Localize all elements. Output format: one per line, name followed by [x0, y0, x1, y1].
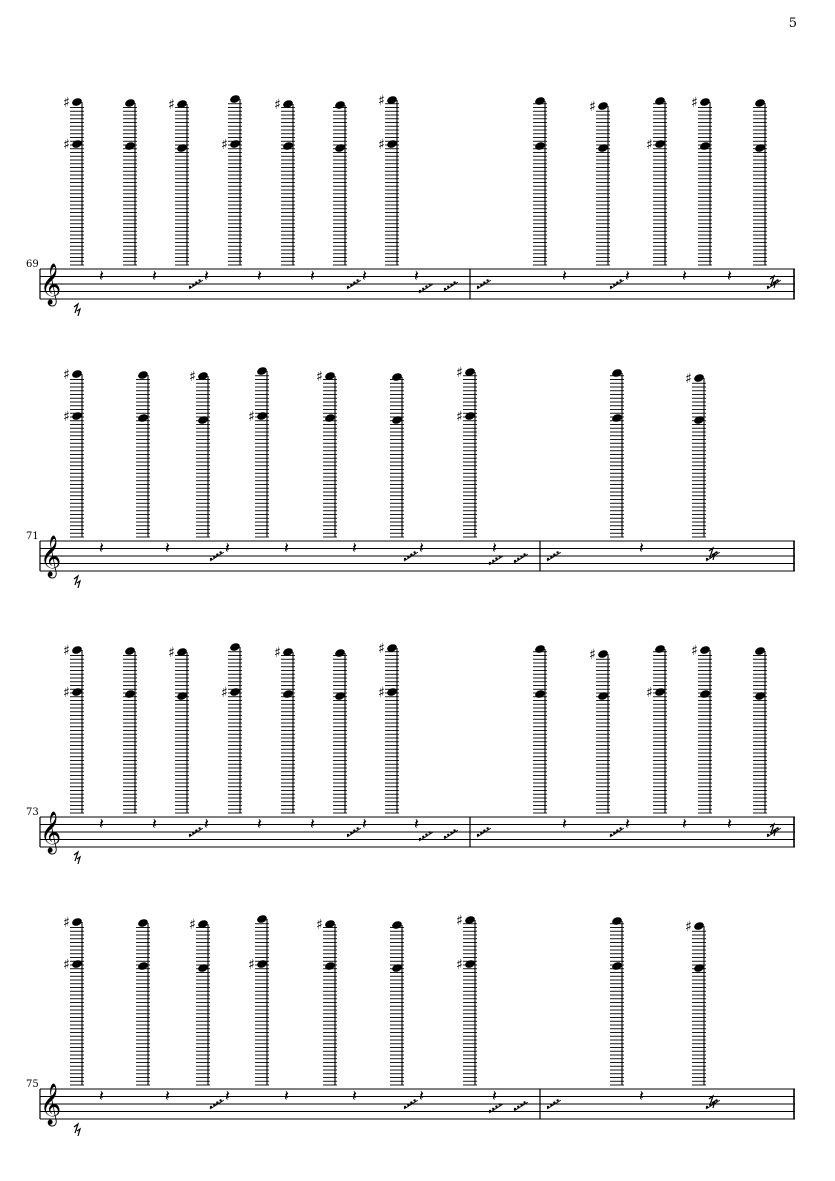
sharp-icon: ♯	[63, 957, 70, 973]
sharp-icon: ♯	[456, 957, 463, 973]
quarter-rest-icon: 𝄽	[362, 814, 367, 833]
sharp-icon: ♯	[168, 97, 175, 113]
sharp-icon: ♯	[221, 685, 228, 701]
sharp-icon: ♯	[248, 957, 255, 973]
notehead	[597, 691, 609, 701]
measure-number: 71	[26, 531, 39, 542]
notehead	[324, 961, 336, 971]
sharp-icon: ♯	[189, 917, 196, 933]
small-rest-icon	[74, 304, 80, 316]
notehead	[534, 644, 546, 654]
notehead	[71, 369, 83, 379]
quarter-rest-icon: 𝄽	[352, 538, 357, 557]
quarter-rest-icon: 𝄽	[257, 266, 262, 285]
measure-number: 73	[26, 807, 39, 818]
sharp-icon: ♯	[685, 919, 692, 935]
measure-number: 75	[26, 1079, 39, 1090]
sharp-icon: ♯	[221, 137, 228, 153]
sharp-icon: ♯	[274, 97, 281, 113]
notehead	[229, 687, 241, 697]
notehead	[71, 139, 83, 149]
notehead	[391, 372, 403, 382]
sharp-icon: ♯	[63, 367, 70, 383]
notehead	[693, 415, 705, 425]
notehead	[754, 98, 766, 108]
quarter-rest-icon: 𝄽	[204, 814, 209, 833]
notehead	[654, 139, 666, 149]
notehead	[754, 143, 766, 153]
quarter-rest-icon: 𝄽	[419, 538, 424, 557]
quarter-rest-icon: 𝄽	[625, 814, 630, 833]
quarter-rest-icon: 𝄽	[419, 1086, 424, 1105]
sharp-icon: ♯	[378, 93, 385, 109]
notehead	[176, 143, 188, 153]
sharp-icon: ♯	[685, 371, 692, 387]
sharp-icon: ♯	[589, 647, 596, 663]
notehead	[334, 691, 346, 701]
quarter-rest-icon: 𝄽	[682, 814, 687, 833]
notehead	[611, 916, 623, 926]
quarter-rest-icon: 𝄽	[414, 814, 419, 833]
notehead	[597, 143, 609, 153]
notehead	[137, 918, 149, 928]
treble-clef-icon: 𝄞	[40, 812, 62, 853]
quarter-rest-icon: 𝄽	[727, 814, 732, 833]
notehead	[334, 648, 346, 658]
quarter-rest-icon: 𝄽	[639, 538, 644, 557]
notehead	[754, 691, 766, 701]
notehead	[197, 963, 209, 973]
notehead	[71, 959, 83, 969]
quarter-rest-icon: 𝄽	[492, 538, 497, 557]
notehead	[71, 917, 83, 927]
quarter-rest-icon: 𝄽	[225, 538, 230, 557]
notehead	[534, 141, 546, 151]
quarter-rest-icon: 𝄽	[562, 266, 567, 285]
notehead	[256, 914, 268, 924]
quarter-rest-icon: 𝄽	[99, 538, 104, 557]
notehead	[464, 411, 476, 421]
sharp-icon: ♯	[63, 685, 70, 701]
sharp-icon: ♯	[456, 365, 463, 381]
notehead	[464, 959, 476, 969]
notehead	[124, 141, 136, 151]
notehead	[137, 413, 149, 423]
notehead	[71, 97, 83, 107]
sharp-icon: ♯	[691, 643, 698, 659]
notehead	[71, 645, 83, 655]
notehead	[137, 961, 149, 971]
notehead	[197, 415, 209, 425]
quarter-rest-icon: 𝄽	[284, 1086, 289, 1105]
quarter-rest-icon: 𝄽	[310, 266, 315, 285]
notehead	[611, 961, 623, 971]
notehead	[282, 141, 294, 151]
notehead	[176, 691, 188, 701]
notehead	[611, 368, 623, 378]
quarter-rest-icon: 𝄽	[257, 814, 262, 833]
notehead	[699, 97, 711, 107]
quarter-rest-icon: 𝄽	[99, 814, 104, 833]
notehead	[334, 100, 346, 110]
quarter-rest-icon: 𝄽	[639, 1086, 644, 1105]
quarter-rest-icon: 𝄽	[165, 1086, 170, 1105]
quarter-rest-icon: 𝄽	[562, 814, 567, 833]
notehead	[754, 646, 766, 656]
notehead	[391, 415, 403, 425]
sharp-icon: ♯	[63, 137, 70, 153]
sharp-icon: ♯	[456, 913, 463, 929]
page-number: 5	[788, 16, 797, 31]
quarter-rest-icon: 𝄽	[414, 266, 419, 285]
small-rest-icon	[74, 576, 80, 588]
sharp-icon: ♯	[63, 95, 70, 111]
notehead	[654, 644, 666, 654]
quarter-rest-icon: 𝄽	[99, 1086, 104, 1105]
sharp-icon: ♯	[63, 409, 70, 425]
notehead	[71, 687, 83, 697]
quarter-rest-icon: 𝄽	[352, 1086, 357, 1105]
sharp-icon: ♯	[168, 645, 175, 661]
notehead	[597, 101, 609, 111]
small-rest-icon	[74, 1124, 80, 1136]
notehead	[256, 959, 268, 969]
notehead	[693, 963, 705, 973]
sharp-icon: ♯	[646, 137, 653, 153]
notehead	[229, 94, 241, 104]
treble-clef-icon: 𝄞	[40, 536, 62, 577]
sharp-icon: ♯	[63, 643, 70, 659]
sharp-icon: ♯	[274, 645, 281, 661]
notehead	[693, 921, 705, 931]
notehead	[693, 373, 705, 383]
notehead	[256, 366, 268, 376]
sharp-icon: ♯	[248, 409, 255, 425]
notehead	[124, 98, 136, 108]
notehead	[324, 413, 336, 423]
sharp-icon: ♯	[589, 99, 596, 115]
quarter-rest-icon: 𝄽	[225, 1086, 230, 1105]
notehead	[654, 687, 666, 697]
sharp-icon: ♯	[456, 409, 463, 425]
sharp-icon: ♯	[189, 369, 196, 385]
quarter-rest-icon: 𝄽	[152, 266, 157, 285]
notehead	[597, 649, 609, 659]
sharp-icon: ♯	[378, 641, 385, 657]
quarter-rest-icon: 𝄽	[492, 1086, 497, 1105]
quarter-rest-icon: 𝄽	[682, 266, 687, 285]
notehead	[137, 370, 149, 380]
sharp-icon: ♯	[63, 915, 70, 931]
quarter-rest-icon: 𝄽	[152, 814, 157, 833]
quarter-rest-icon: 𝄽	[310, 814, 315, 833]
quarter-rest-icon: 𝄽	[99, 266, 104, 285]
quarter-rest-icon: 𝄽	[165, 538, 170, 557]
sharp-icon: ♯	[691, 95, 698, 111]
notehead	[256, 411, 268, 421]
notehead	[699, 689, 711, 699]
notehead	[534, 96, 546, 106]
quarter-rest-icon: 𝄽	[727, 266, 732, 285]
sharp-icon: ♯	[378, 685, 385, 701]
treble-clef-icon: 𝄞	[40, 264, 62, 305]
notehead	[124, 689, 136, 699]
quarter-rest-icon: 𝄽	[284, 538, 289, 557]
sharp-icon: ♯	[316, 917, 323, 933]
notehead	[391, 963, 403, 973]
notehead	[534, 689, 546, 699]
notehead	[699, 645, 711, 655]
sharp-icon: ♯	[646, 685, 653, 701]
notehead	[611, 413, 623, 423]
notehead	[386, 139, 398, 149]
quarter-rest-icon: 𝄽	[625, 266, 630, 285]
sharp-icon: ♯	[378, 137, 385, 153]
notehead	[386, 687, 398, 697]
small-rest-icon	[74, 852, 80, 864]
notehead	[699, 141, 711, 151]
quarter-rest-icon: 𝄽	[362, 266, 367, 285]
notehead	[391, 920, 403, 930]
measure-number: 69	[26, 259, 39, 270]
notehead	[71, 411, 83, 421]
notehead	[229, 642, 241, 652]
sharp-icon: ♯	[316, 369, 323, 385]
notehead	[282, 689, 294, 699]
notehead	[229, 139, 241, 149]
notehead	[124, 646, 136, 656]
notehead	[654, 96, 666, 106]
notehead	[334, 143, 346, 153]
treble-clef-icon: 𝄞	[40, 1084, 62, 1125]
quarter-rest-icon: 𝄽	[204, 266, 209, 285]
